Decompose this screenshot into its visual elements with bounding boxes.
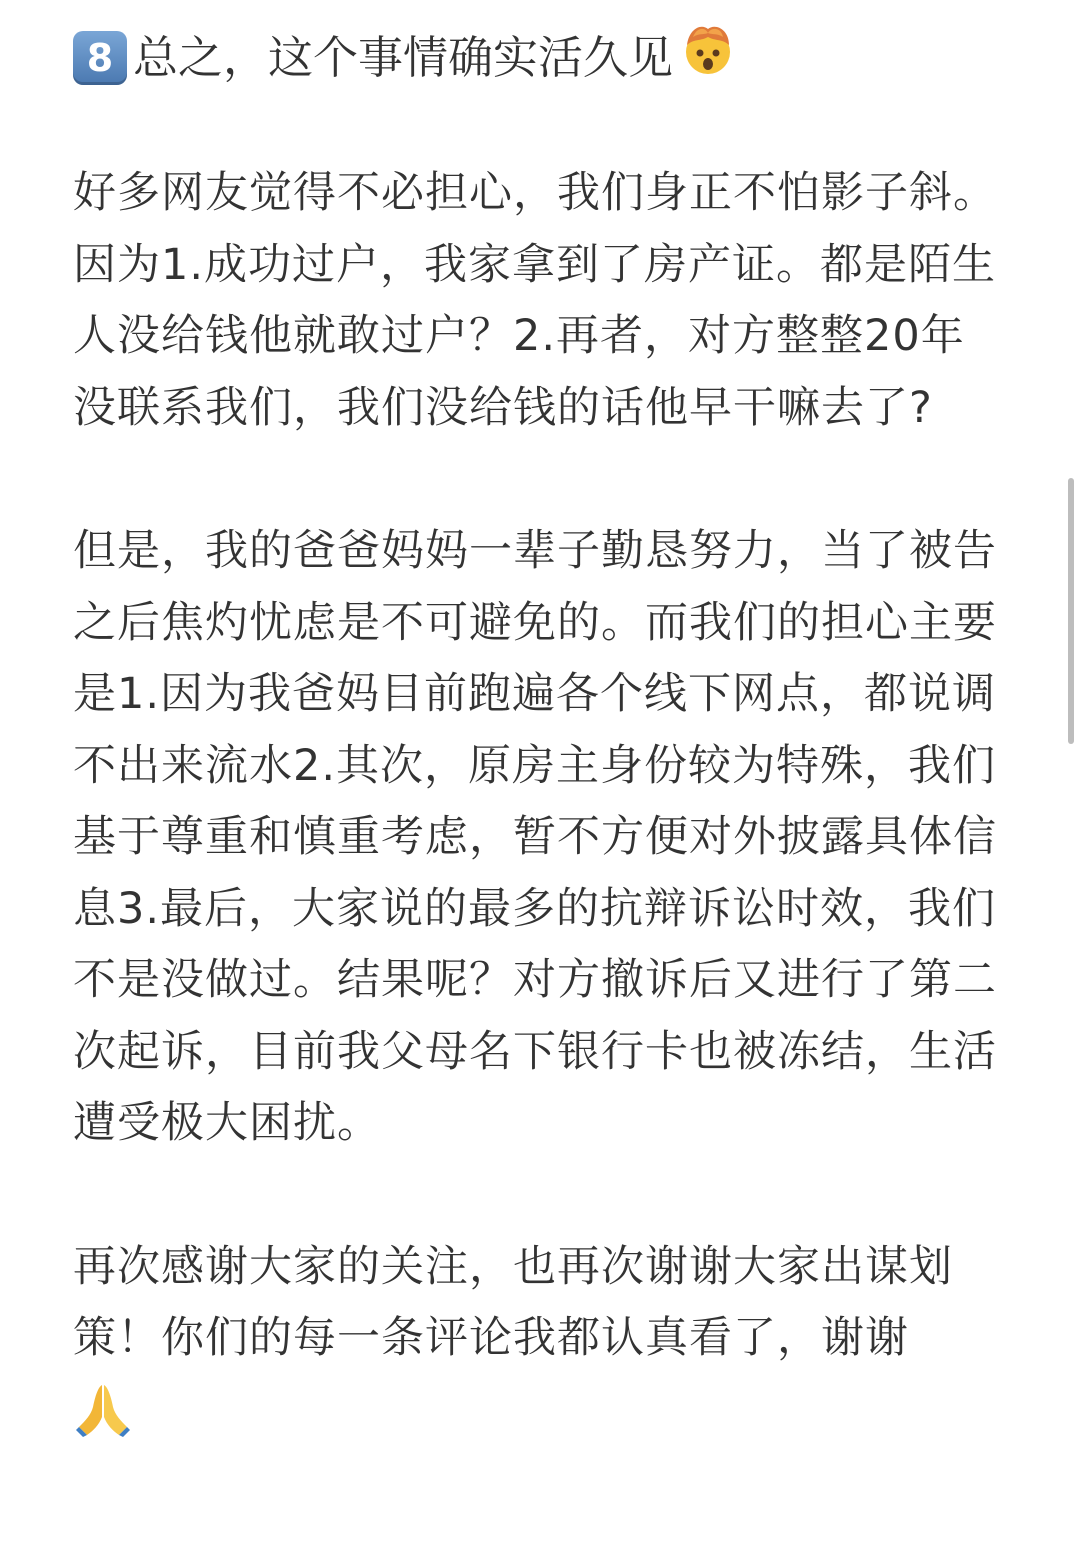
paragraph-reassurance: 好多网友觉得不必担心，我们身正不怕影子斜。因为1.成功过户，我家拿到了房产证。都是陌生人没给钱他就敢过户？2.再者，对方整整20年没联系我们，我们没给钱的话他早干嘛去了? [73, 168, 997, 433]
folded-hands-icon [73, 1379, 133, 1443]
keycap-number-badge: 8 [73, 31, 127, 85]
post-content [73, 22, 1008, 1447]
vertical-scrollbar[interactable] [1068, 478, 1074, 744]
heading-text: 总之，这个事情确实活久见 [133, 31, 674, 84]
closing-emoji-line [73, 1375, 1008, 1447]
section-heading [73, 22, 1008, 94]
exploding-head-icon [679, 19, 737, 98]
paragraph-concerns: 但是，我的爸爸妈妈一辈子勤恳努力，当了被告之后焦灼忧虑是不可避免的。而我们的担心主要是1.因为我爸妈目前跑遍各个线下网点，都说调不出来流水2.其次，原房主身份较为特殊，我们基于尊重和慎重考虑，暂不方便对外披露具体信息3.最后，大家说的最多的抗辩诉讼时效，我们不是没做过。结果呢？对方撤诉后又进行了第二次起诉，目前我父母名下银行卡也被冻结，生活遭受极大困扰。 [73, 526, 997, 1148]
paragraph-thanks: 再次感谢大家的关注，也再次谢谢大家出谋划策！你们的每一条评论我都认真看了，谢谢 [73, 1241, 953, 1363]
